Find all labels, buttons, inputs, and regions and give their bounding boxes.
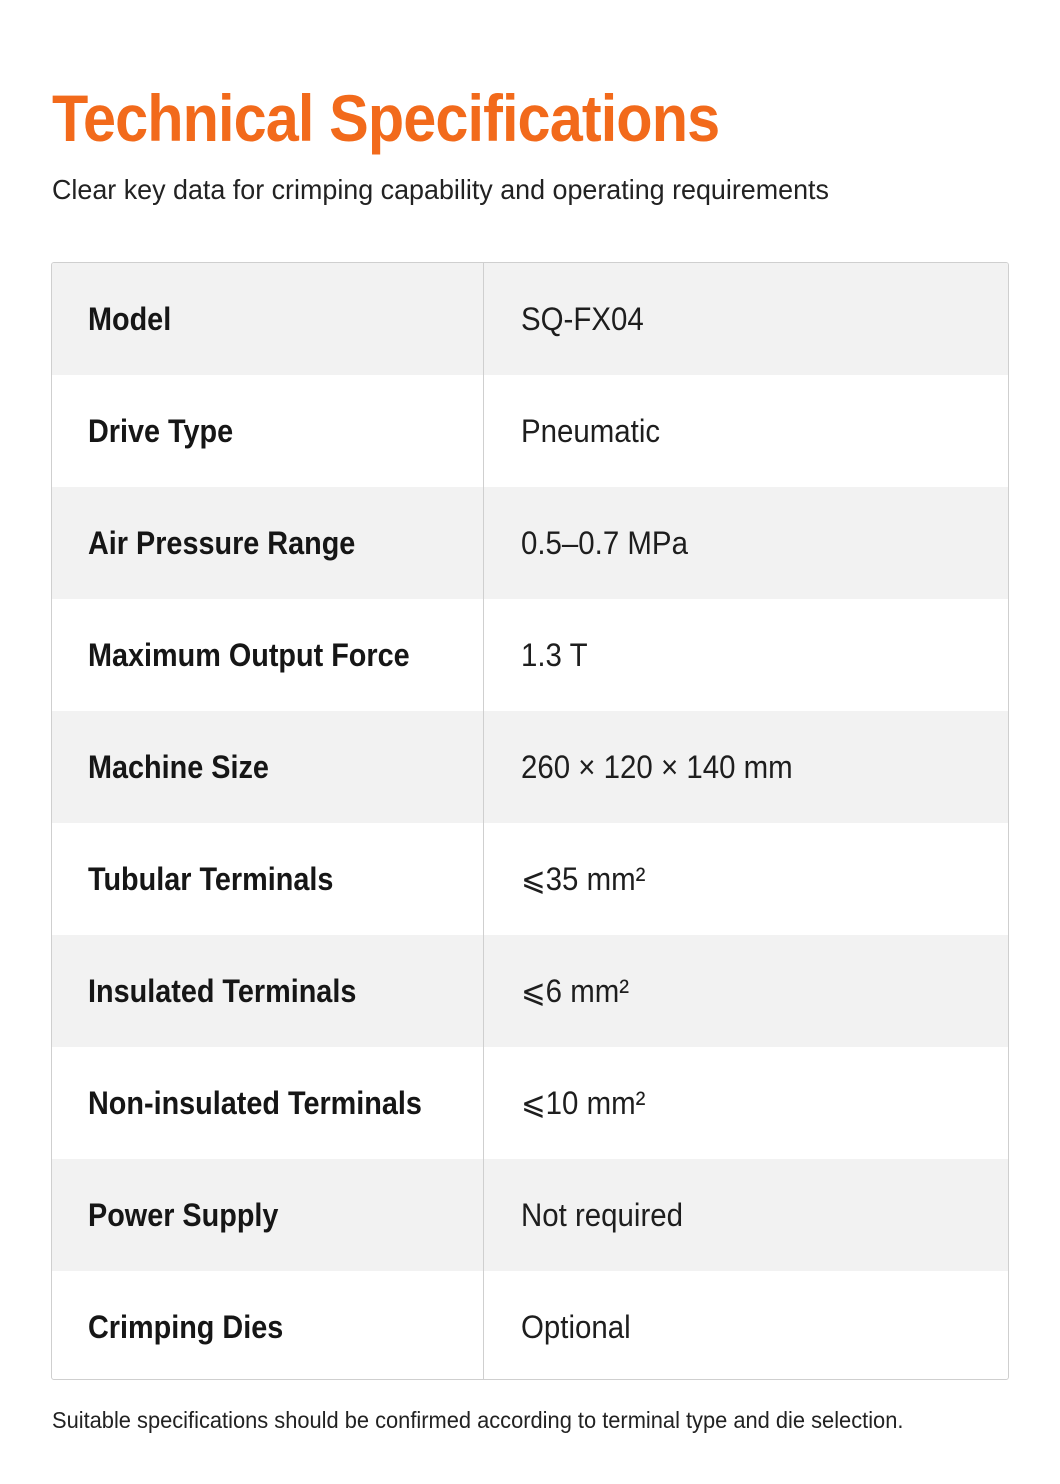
spec-row-power-supply (52, 1159, 1008, 1271)
spec-label: Crimping Dies (88, 1308, 284, 1345)
page-title: Technical Specifications (52, 81, 720, 155)
spec-value: Optional (521, 1308, 631, 1345)
spec-label: Machine Size (88, 748, 269, 785)
spec-label: Air Pressure Range (88, 524, 356, 561)
spec-value: 1.3 T (521, 636, 588, 673)
spec-row-insulated-terminals (52, 935, 1008, 1047)
spec-label: Power Supply (88, 1196, 279, 1233)
spec-value: 260 × 120 × 140 mm (521, 748, 793, 785)
spec-label: Tubular Terminals (88, 860, 334, 897)
footnote: Suitable specifications should be confirmed according to terminal type and die selection. (52, 1407, 904, 1433)
spec-label: Non-insulated Terminals (88, 1084, 422, 1121)
spec-row-non-insulated-terminals (52, 1047, 1008, 1159)
spec-label: Drive Type (88, 412, 234, 449)
spec-value: ⩽6 mm² (521, 973, 630, 1009)
spec-value: SQ-FX04 (521, 300, 644, 337)
spec-row-maximum-output-force (52, 599, 1008, 711)
spec-row-drive-type (52, 375, 1008, 487)
spec-row-machine-size (52, 711, 1008, 823)
spec-row-model (52, 263, 1008, 375)
spec-label: Model (88, 300, 172, 337)
page-subtitle: Clear key data for crimping capability and operating requirements (52, 174, 829, 205)
spec-value: Not required (521, 1196, 684, 1233)
column-divider (483, 263, 484, 1379)
spec-row-tubular-terminals (52, 823, 1008, 935)
spec-row-air-pressure-range (52, 487, 1008, 599)
spec-table (51, 262, 1009, 1380)
spec-value: Pneumatic (521, 412, 661, 449)
spec-row-crimping-dies (52, 1271, 1008, 1380)
spec-label: Insulated Terminals (88, 972, 357, 1009)
spec-value: ⩽10 mm² (521, 1085, 646, 1121)
spec-label: Maximum Output Force (88, 636, 410, 673)
spec-value: 0.5–0.7 MPa (521, 524, 688, 561)
spec-value: ⩽35 mm² (521, 861, 646, 897)
